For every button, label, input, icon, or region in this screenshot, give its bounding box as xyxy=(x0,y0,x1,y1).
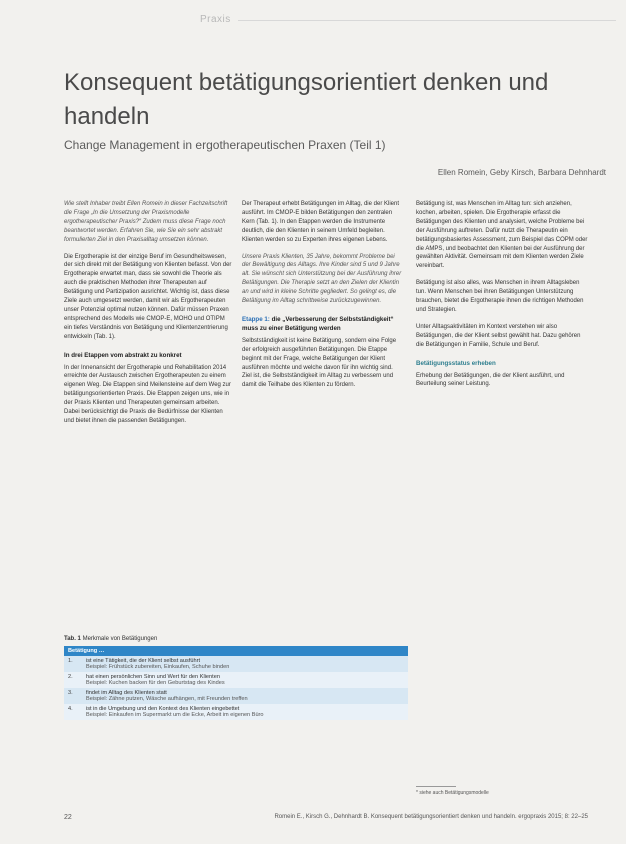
column-3 xyxy=(416,200,588,397)
body-paragraph: Selbstständigkeit ist keine Betätigung, sondern eine Folge der erfolgreich ausgeführten Betätigungen. Die Etappe beginnt mit der Frage, welche Betätigungen der Klient ausführen möchte und welche davon für ihn wichtig sind. Ziel ist, die Selbstständigkeit im Alltag zu verbessern und damit die Teilhabe des Klienten zu fördern. xyxy=(242,337,397,389)
section-label: Praxis xyxy=(200,14,231,25)
table-caption xyxy=(64,636,408,642)
table-row xyxy=(64,656,408,672)
stage-heading xyxy=(242,316,402,334)
footnote-rule xyxy=(416,786,456,787)
page-footer xyxy=(64,814,588,821)
section-heading: In drei Etappen vom abstrakt zu konkret xyxy=(64,351,182,359)
article-subtitle: Change Management in ergotherapeutischen Praxen (Teil 1) xyxy=(64,138,386,152)
page-number: 22 xyxy=(64,814,72,821)
stage-label: Etappe 1: xyxy=(242,315,272,323)
table-caption-text: Merkmale von Betätigungen xyxy=(82,636,158,642)
body-paragraph: Die Ergotherapie ist der einzige Beruf im Gesundheitswesen, der sich direkt mit der Betätigung von Klienten befasst. Von der Ergotherapie erwartet man, dass sie sowohl die Theorie als auch die praktischen Methoden ihrer Therapeuten auf Betätigung und Partizipation ausrichtet. Wichtig ist, dass diese Ziele auch umgesetzt werden, damit wir als Ergotherapeuten unser Potenzial optimal nutzen können. Dafür müssen Praxen entsprechend des Modells wie CMOP-E, MOHO und OTIPM ein tiefes Verständnis von Betätigung und Klientenzentrierung entwickeln (Tab. 1). xyxy=(64,253,232,340)
table-row-example: Beispiel: Zähne putzen, Wäsche aufhängen, mit Freunden treffen xyxy=(86,696,248,702)
table-1 xyxy=(64,636,408,720)
intro-paragraph: Wie stellt Inhaber treibt Ellen Romein in dieser Fachzeitschrift die Frage „In die Umsetzung der Praxismodelle ergotherapeutischer Praxis?“ Zudem muss diese Frage noch beantwortet werden. Erfahren Sie, wie Sie ein sehr abstrakt formulierten Ziel in den Praxisalltag umsetzen können. xyxy=(64,201,228,243)
table-row-example: Beispiel: Frühstück zubereiten, Einkaufen, Schuhe binden xyxy=(86,664,230,670)
footnote: * siehe auch Betätigungsmodelle xyxy=(416,790,489,796)
body-paragraph: Unter Alltagsaktivitäten im Kontext verstehen wir also Betätigungen, die der Klient selbst gewählt hat. Dazu gehören die Betätigungen in Familie, Schule und Beruf. xyxy=(416,323,581,348)
table-row-content xyxy=(82,656,408,672)
table-row-content xyxy=(82,704,408,720)
stage-title: die „Verbesserung der Selbstständigkeit“ muss zu einer Betätigung werden xyxy=(242,315,394,332)
table-row xyxy=(64,704,408,720)
table-row-content xyxy=(82,688,408,704)
table-row-number: 4. xyxy=(64,704,82,720)
table-row-number: 1. xyxy=(64,656,82,672)
section-rule xyxy=(238,20,616,21)
table-row-text: ist in die Umgebung und den Kontext des Klienten eingebettet xyxy=(86,706,240,712)
table-row-number: 3. xyxy=(64,688,82,704)
article-authors: Ellen Romein, Geby Kirsch, Barbara Dehnhardt xyxy=(437,168,606,177)
table-row-example: Beispiel: Einkaufen im Supermarkt um die Ecke, Arbeit im eigenen Büro xyxy=(86,712,264,718)
body-paragraph: Betätigung ist also alles, was Menschen in ihrem Alltagsleben tun. Wenn Menschen bei ihren Betätigungen Unterstützung brauchen, bietet die Ergotherapie ihnen die richtigen Methoden und Strategien. xyxy=(416,280,584,313)
table-row-text: ist eine Tätigkeit, die der Klient selbst ausführt xyxy=(86,658,201,664)
section-heading: Betätigungsstatus erheben xyxy=(416,359,496,367)
table-row-example: Beispiel: Kuchen backen für den Geburtstag des Kindes xyxy=(86,680,225,686)
body-paragraph: Der Therapeut erhebt Betätigungen im Alltag, die der Klient ausführt. Im CMOP-E bilden Betätigungen den zentralen Kern (Tab. 1). In den Etappen werden die Instrumente deutlich, die den Klienten in seinem Umfeld begleiten. Klienten werden so zu Experten ihres eigenen Lebens. xyxy=(242,201,399,243)
case-example-paragraph: Unsere Praxis Klienten, 35 Jahre, bekommt Probleme bei der Bewältigung des Alltags. Ihre Kinder sind 5 und 9 Jahre alt. Sie wünscht sich Unterstützung bei der Ausführung ihrer Betätigungen. Die Therapie setzt an den Zielen der Klientin an und wird in kleine Schritte gegliedert. So gelingt es, die Betätigung im Alltag schrittweise zurückzugewinnen. xyxy=(242,253,402,305)
article-title: Konsequent betätigungsorientiert denken und handeln xyxy=(64,69,549,130)
body-paragraph: Erhebung der Betätigungen, die der Klient ausführt, und Beurteilung seiner Leistung. xyxy=(416,372,565,388)
table-row xyxy=(64,672,408,688)
table-row-content xyxy=(82,672,408,688)
table-header: Betätigung … xyxy=(64,646,408,656)
citation: Romein E., Kirsch G., Dehnhardt B. Konsequent betätigungsorientiert denken und handeln. ergopraxis 2015; 8: 22–25 xyxy=(274,814,588,820)
table-caption-label: Tab. 1 xyxy=(64,636,81,642)
table-row-text: hat einen persönlichen Sinn und Wert für den Klienten xyxy=(86,674,220,680)
body-paragraph: Betätigung ist, was Menschen im Alltag tun: sich anziehen, kochen, arbeiten, spielen. Die Ergotherapie erfasst die Betätigungen des Klienten und analysiert, welche Probleme bei der Ausführung auftreten. Dafür nutzt die Therapeutin ein betätigungsbasiertes Assessment, zum Beispiel das COPM oder die AMPS, und beobachtet den Klienten bei der Ausführung der gewählten Aktivität. Gemeinsam mit dem Klienten werden Ziele vereinbart. xyxy=(416,201,588,270)
column-1 xyxy=(64,200,234,434)
column-2 xyxy=(242,200,402,398)
table-row xyxy=(64,688,408,704)
table-row-number: 2. xyxy=(64,672,82,688)
table-row-text: findet im Alltag des Klienten statt xyxy=(86,690,167,696)
table-body xyxy=(64,646,408,720)
body-paragraph: In der Innenansicht der Ergotherapie und Rehabilitation 2014 erreichte der Austausch zwischen Ergotherapeuten zu einem eigenen Weg. Die Etappen sind Meilensteine auf dem Weg zur betätigungsorientierten Praxis. Die Etappen zeigen uns, wie in der Praxis Klienten und Therapeuten gemeinsam arbeiten. Dabei berücksichtigt die Praxis die Bedürfnisse der Klienten und bietet ihnen die passenden Betätigungen. xyxy=(64,364,231,424)
